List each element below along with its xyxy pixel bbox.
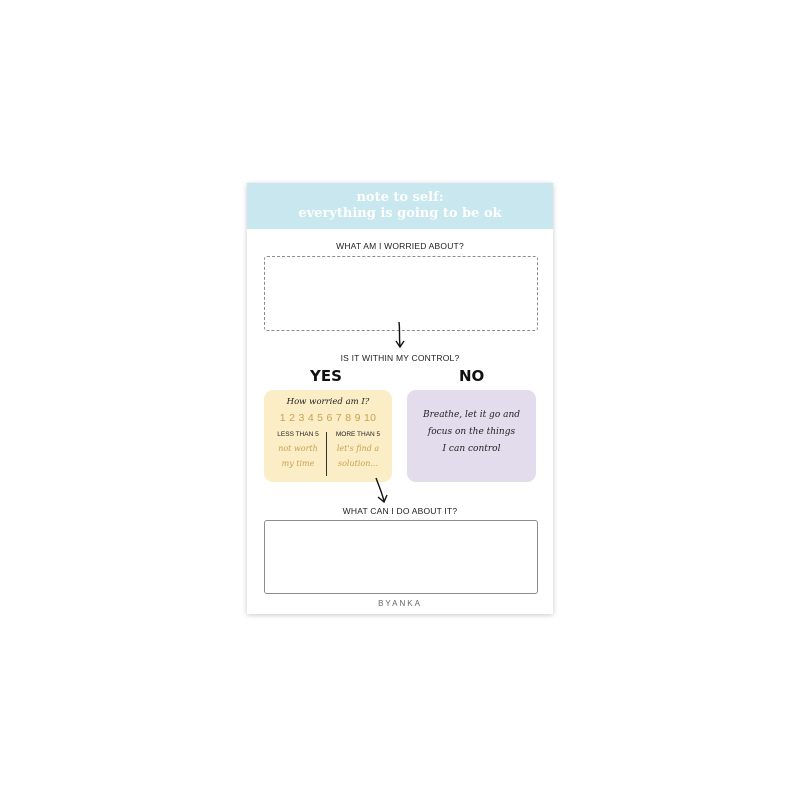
more-than-5-line1: let's find a	[336, 444, 380, 453]
arrow-down-icon	[393, 321, 407, 351]
more-than-5-column	[330, 431, 386, 471]
no-card-line3: I can control	[442, 444, 501, 454]
header-banner	[247, 183, 553, 229]
header-title-line2: everything is going to be ok	[298, 206, 502, 221]
scale-number[interactable]: 1	[279, 412, 286, 424]
scale-number[interactable]: 10	[363, 412, 377, 424]
question-action: WHAT CAN I DO ABOUT IT?	[342, 506, 458, 516]
worry-scale	[264, 412, 392, 424]
less-than-5-column	[270, 431, 326, 471]
no-card	[407, 390, 536, 482]
less-than-5-title: LESS THAN 5	[277, 431, 319, 438]
arrow-down-right-icon	[373, 476, 393, 506]
scale-number[interactable]: 9	[354, 412, 361, 424]
scale-number[interactable]: 5	[317, 412, 324, 424]
brand-logo: BYANKA	[378, 599, 422, 608]
scale-number[interactable]: 4	[307, 412, 314, 424]
worry-level-prompt: How worried am I?	[286, 397, 370, 407]
yes-card	[264, 390, 392, 482]
no-card-line2: focus on the things	[427, 427, 516, 437]
less-than-5-line1: not worth	[278, 444, 318, 453]
question-control: IS IT WITHIN MY CONTROL?	[340, 353, 460, 363]
notepad-sheet	[247, 183, 553, 614]
column-divider	[326, 432, 327, 476]
more-than-5-line2: solution...	[337, 459, 378, 468]
less-than-5-line2: my time	[281, 459, 315, 468]
scale-number[interactable]: 6	[326, 412, 333, 424]
scale-number[interactable]: 7	[335, 412, 343, 424]
more-than-5-title: MORE THAN 5	[335, 431, 381, 438]
yes-label: YES	[310, 367, 342, 385]
scale-number[interactable]: 3	[298, 412, 305, 424]
question-worried: WHAT AM I WORRIED ABOUT?	[336, 241, 464, 251]
no-label: NO	[459, 367, 485, 385]
scale-number[interactable]: 8	[345, 412, 352, 424]
scale-number[interactable]: 2	[289, 412, 296, 424]
header-title-line1: note to self:	[356, 190, 444, 205]
action-writing-box[interactable]	[264, 520, 538, 594]
worry-writing-box[interactable]	[264, 256, 538, 331]
no-card-text	[413, 407, 530, 458]
no-card-line1: Breathe, let it go and	[422, 410, 521, 420]
